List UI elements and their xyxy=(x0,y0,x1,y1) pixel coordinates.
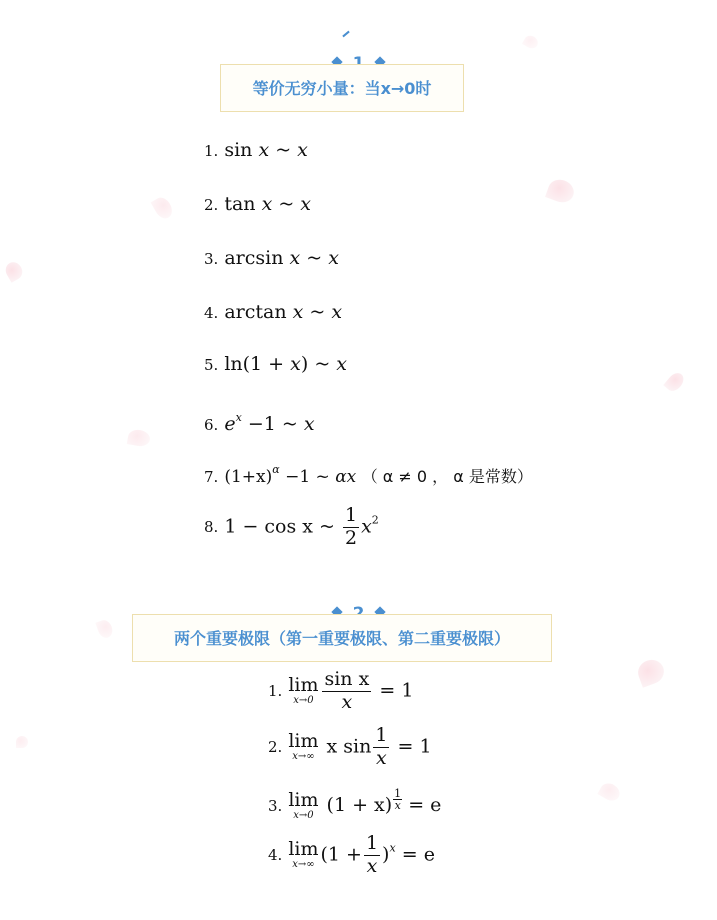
var: x xyxy=(303,413,315,435)
var: x xyxy=(261,193,273,215)
equivalence-3 xyxy=(204,249,339,268)
exp-numerator: 1 xyxy=(394,787,402,800)
denominator: 2 xyxy=(344,526,358,549)
equivalence-6 xyxy=(204,412,315,434)
var: x xyxy=(290,353,301,375)
postfix: ) xyxy=(382,843,390,866)
euler-e: e xyxy=(224,413,236,435)
equivalence-2 xyxy=(204,195,311,214)
decorative-flourish xyxy=(342,31,349,38)
petal-decoration xyxy=(635,656,668,687)
lim-subscript: x→∞ xyxy=(292,859,315,871)
equivalence-1 xyxy=(204,141,308,160)
equivalence-8 xyxy=(204,506,379,549)
tilde: ~ xyxy=(309,301,326,323)
item-number: 2. xyxy=(204,196,219,214)
limit-2 xyxy=(268,726,432,769)
lim-subscript: x→∞ xyxy=(292,751,315,763)
minus-one-tilde: −1 ~ xyxy=(285,467,336,487)
limit-1 xyxy=(268,670,413,713)
item-number: 1. xyxy=(268,682,283,701)
numerator: 1 xyxy=(344,504,358,526)
section-1-title xyxy=(220,64,464,112)
func-name: arcsin xyxy=(224,247,284,269)
petal-decoration xyxy=(663,370,687,394)
equivalence-5 xyxy=(204,355,347,374)
prefix: x sin xyxy=(326,735,372,758)
petal-decoration xyxy=(597,780,622,804)
alpha-condition-note: （ α ≠ 0 ， α 是常数） xyxy=(361,467,533,486)
item-number: 6. xyxy=(204,416,219,434)
item-number: 5. xyxy=(204,356,219,374)
var: x xyxy=(289,247,301,269)
limit-operator xyxy=(288,676,318,706)
denominator: x xyxy=(366,854,378,877)
tilde: ~ xyxy=(275,139,292,161)
item-number: 2. xyxy=(268,738,283,757)
section-2-title-text: 两个重要极限（第一重要极限、第二重要极限） xyxy=(173,629,510,648)
var: x xyxy=(297,139,308,161)
section-1-title-text: 等价无穷小量：当x→0时 xyxy=(252,79,432,98)
var: x xyxy=(336,353,348,375)
item-number: 8. xyxy=(204,518,219,537)
rhs: = e xyxy=(401,843,435,866)
func-name: tan xyxy=(224,193,256,215)
rhs: = 1 xyxy=(397,735,432,758)
lim-text: lim xyxy=(288,674,319,697)
denominator: x xyxy=(341,690,353,713)
equivalence-4 xyxy=(204,303,342,322)
minus-one-tilde: −1 ~ xyxy=(247,413,304,435)
func-name: arctan xyxy=(224,301,287,323)
func-name: sin xyxy=(224,139,253,161)
var: x xyxy=(258,139,270,161)
lim-subscript: x→0 xyxy=(293,695,314,707)
equivalence-7 xyxy=(204,464,533,486)
limit-3 xyxy=(268,788,441,821)
tilde: ~ xyxy=(306,247,323,269)
lim-text: lim xyxy=(288,789,319,811)
rhs: = e xyxy=(408,794,442,816)
limit-operator xyxy=(288,791,318,821)
alpha-x: αx xyxy=(335,467,357,487)
petal-decoration xyxy=(16,736,28,748)
section-2-title xyxy=(132,614,552,662)
exponent-alpha: α xyxy=(272,463,280,476)
item-number: 1. xyxy=(204,142,219,160)
one-minus-cos: 1 − cos x ~ xyxy=(224,515,341,538)
exponent-fraction xyxy=(393,788,402,811)
binomial-base: (1+x) xyxy=(224,467,273,487)
tilde: ~ xyxy=(314,353,331,375)
item-number: 3. xyxy=(268,797,283,815)
close-paren: ) xyxy=(300,353,309,375)
exponent: x xyxy=(389,841,396,855)
petal-decoration xyxy=(3,259,26,283)
lim-text: lim xyxy=(288,730,319,753)
item-number: 3. xyxy=(204,250,219,268)
exponent: x xyxy=(235,411,242,424)
base: (1 + x) xyxy=(326,794,393,816)
ln-expression: ln(1 + xyxy=(224,353,291,375)
item-number: 7. xyxy=(204,468,219,486)
var: x xyxy=(361,515,372,538)
petal-decoration xyxy=(127,428,151,448)
tilde: ~ xyxy=(278,193,295,215)
limit-operator xyxy=(288,732,318,762)
petal-decoration xyxy=(151,194,176,221)
var: x xyxy=(331,301,343,323)
petal-decoration xyxy=(545,176,577,206)
item-number: 4. xyxy=(268,846,283,865)
prefix: (1 + xyxy=(320,843,362,866)
fraction xyxy=(373,726,389,769)
limit-operator xyxy=(288,840,318,870)
denominator: x xyxy=(376,746,387,769)
item-number: 4. xyxy=(204,304,219,322)
var: x xyxy=(328,247,339,269)
rhs: = 1 xyxy=(379,679,414,702)
lim-text: lim xyxy=(288,838,319,861)
fraction xyxy=(322,670,371,713)
petal-decoration xyxy=(522,33,540,50)
numerator: sin x xyxy=(324,668,370,690)
exp-denominator: x xyxy=(394,799,401,812)
var: x xyxy=(300,193,312,215)
numerator: 1 xyxy=(375,724,388,746)
var: x xyxy=(292,301,304,323)
limit-4 xyxy=(268,834,435,877)
fraction xyxy=(364,834,380,877)
lim-subscript: x→0 xyxy=(293,810,314,821)
fraction-one-half xyxy=(343,506,359,549)
numerator: 1 xyxy=(365,832,379,854)
exponent-square: 2 xyxy=(371,513,379,527)
